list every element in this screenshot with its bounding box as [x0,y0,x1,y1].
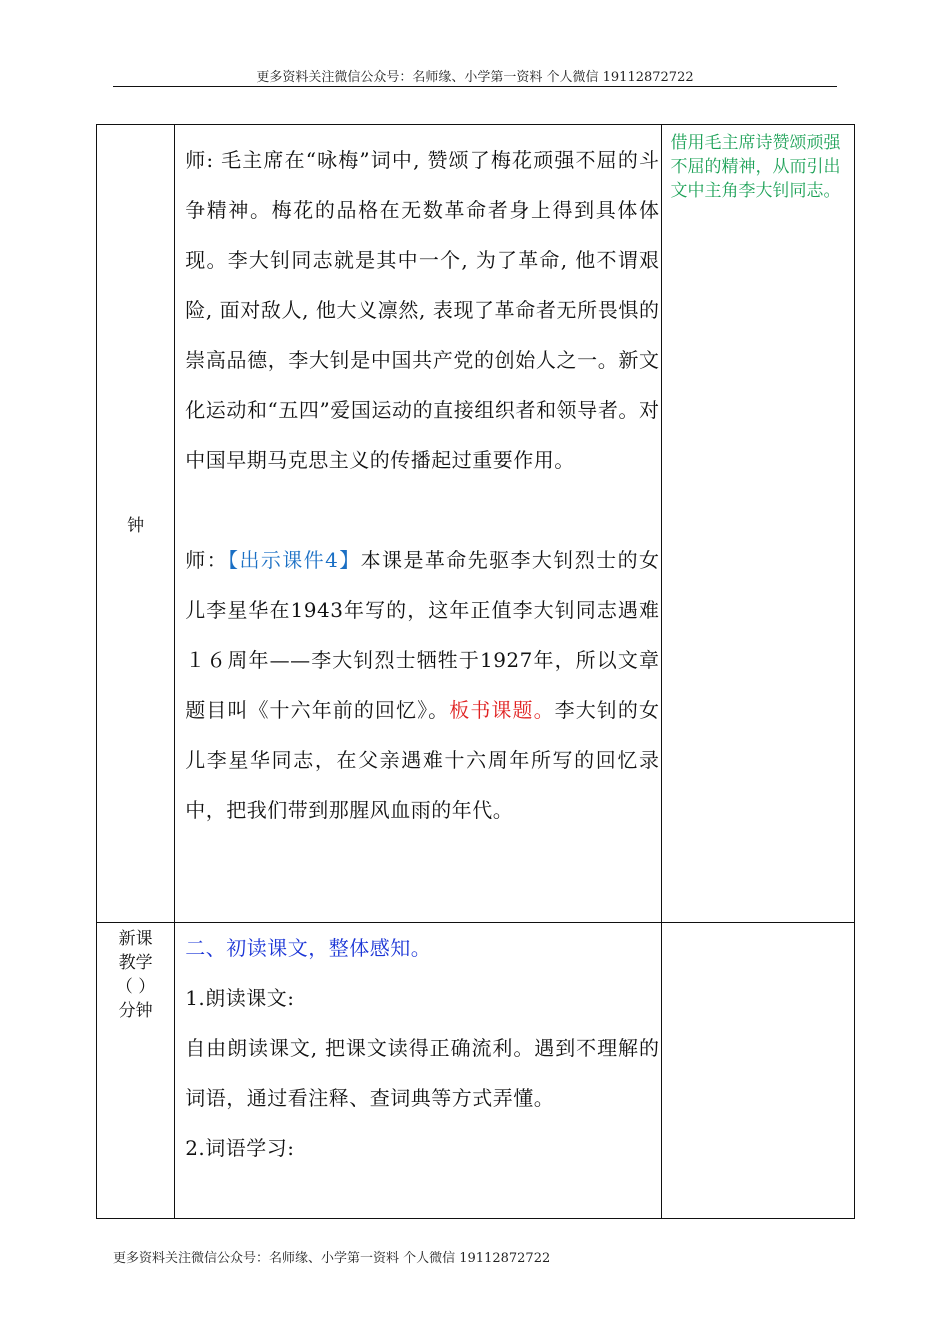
courseware-tag: 【出示课件4】 [228,548,361,572]
section-label-cell: 新课 教学 （ ） 分钟 [97,923,175,1219]
table-row [97,125,855,923]
design-note-cell [662,923,855,1219]
item-reading-title: 1.朗读课文: [185,986,295,1010]
design-note: 借用毛主席诗赞颂顽强不屈的精神，从而引出文中主角李大钊同志。 [670,133,841,201]
page-header: 更多资料关注微信公众号：名师缘、小学第一资料 个人微信 19112872722 [256,70,694,85]
teacher-intro-paragraph: 师: 毛主席在“咏梅”词中, 赞颂了梅花顽强不屈的斗争精神。梅花的品格在无数革命者身上得到具体体现。李大钊同志就是其中一个, 为了革命, 他不谓艰险, 面对敌人, 他大义凛然, 表现了革命者无所畏惧的崇高品德，李大钊是中国共产党的创始人之一。新文化运动和“五四”爱国运动的直接组织者和领导者。对中国早期马克思主义的传播起过重要作用。 [185,148,660,472]
design-note-cell [662,125,855,923]
page-footer: 更多资料关注微信公众号：名师缘、小学第一资料 个人微信 19112872722 [113,1251,551,1266]
lesson-content-cell [175,125,662,923]
section-heading: 二、初读课文，整体感知。 [185,936,432,960]
time-label-cell [97,125,175,923]
item-vocab-title: 2.词语学习: [185,1136,295,1160]
header-rule [113,86,837,87]
teacher-courseware-paragraph: 师：【出示课件4】本课是革命先驱李大钊烈士的女儿李星华在1943年写的，这年正值李大钊同志遇难１６周年——李大钊烈士牺牲于1927年，所以文章题目叫《十六年前的回忆》。板书课题。李大钊的女儿李星华同志，在父亲遇难十六周年所写的回忆录中，把我们带到那腥风血雨的年代。 [185,548,660,822]
item-reading-text: 自由朗读课文, 把课文读得正确流利。遇到不理解的词语，通过看注释、查词典等方式弄懂。 [185,1036,660,1110]
lesson-table [96,124,855,1219]
table-row [97,923,855,1219]
board-title-marker: 板书课题。 [449,698,555,722]
time-label: 钟 [127,516,145,536]
lesson-content-cell [175,923,662,1219]
